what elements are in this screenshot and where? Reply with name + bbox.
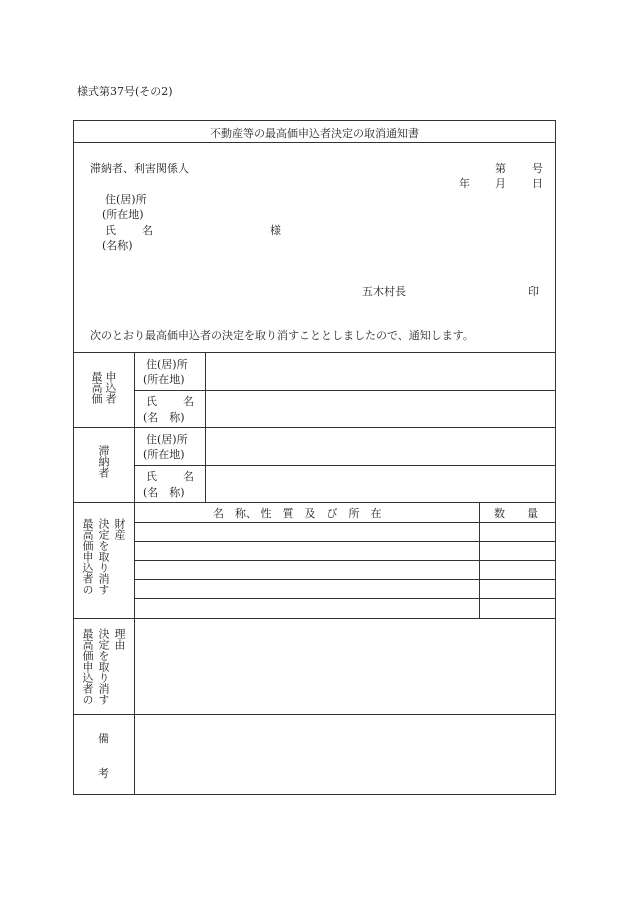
divider [74,352,555,353]
divider [134,465,555,466]
delinquent-location-label: (所在地) [143,448,185,461]
bidder-corp-label: (名 称) [143,411,185,424]
remarks-label-1: 備 [98,732,109,745]
property-col-header-qty: 数 量 [494,507,538,520]
number-dai: 第 [495,162,506,175]
name-label-2: 名 [142,224,153,237]
table-row [134,522,555,523]
document-title: 不動産等の最高価申込者決定の取消通知書 [210,127,419,140]
bidder-label-col1: 最高価 [90,371,103,404]
reason-label-col1: 最高価申込者の [81,628,94,705]
table-row [134,541,555,542]
name-label-1: 氏 [105,224,116,237]
notice-form [73,120,556,795]
property-label-col2: 決定を取り消す [97,518,110,595]
date-year: 年 [459,177,470,190]
number-go: 号 [532,162,543,175]
delinquent-label: 滞納者 [97,445,110,478]
issuer: 五木村長 [362,285,406,298]
property-col-header-name: 名 称、 性 質 及 び 所 在 [213,507,382,520]
divider [74,502,555,503]
divider [74,427,555,428]
recipient-label: 滞納者、利害関係人 [90,162,189,175]
table-row [134,560,555,561]
corp-name-label: (名称) [102,239,133,252]
divider [74,714,555,715]
form-number: 様式第37号(その2) [77,85,173,98]
seal-mark: 印 [528,285,539,298]
bidder-location-label: (所在地) [143,373,185,386]
bidder-name-label-1: 氏 [146,395,157,408]
delinquent-name-label-2: 名 [183,470,194,483]
delinquent-corp-label: (名 称) [143,486,185,499]
delinquent-address-label: 住(居)所 [146,433,188,446]
delinquent-name-label-1: 氏 [146,470,157,483]
location-label: (所在地) [102,208,144,221]
reason-label-col3: 理由 [113,628,126,650]
bidder-address-label: 住(居)所 [146,358,188,371]
reason-label-col2: 決定を取り消す [97,628,110,705]
date-month: 月 [495,177,506,190]
property-label-col3: 財産 [113,518,126,540]
bidder-name-label-2: 名 [183,395,194,408]
honorific: 様 [270,224,281,237]
table-row [134,598,555,599]
label-column-divider [134,352,135,794]
property-label-col1: 最高価申込者の [81,518,94,595]
address-label: 住(居)所 [105,193,147,206]
bidder-label-col2: 申込者 [104,371,117,404]
divider [74,618,555,619]
notice-text: 次のとおり最高価申込者の決定を取り消すこととしましたので、通知します。 [90,329,474,342]
divider [134,390,555,391]
divider [74,142,555,143]
remarks-label-2: 考 [98,767,109,780]
table-row [134,579,555,580]
date-day: 日 [532,177,543,190]
